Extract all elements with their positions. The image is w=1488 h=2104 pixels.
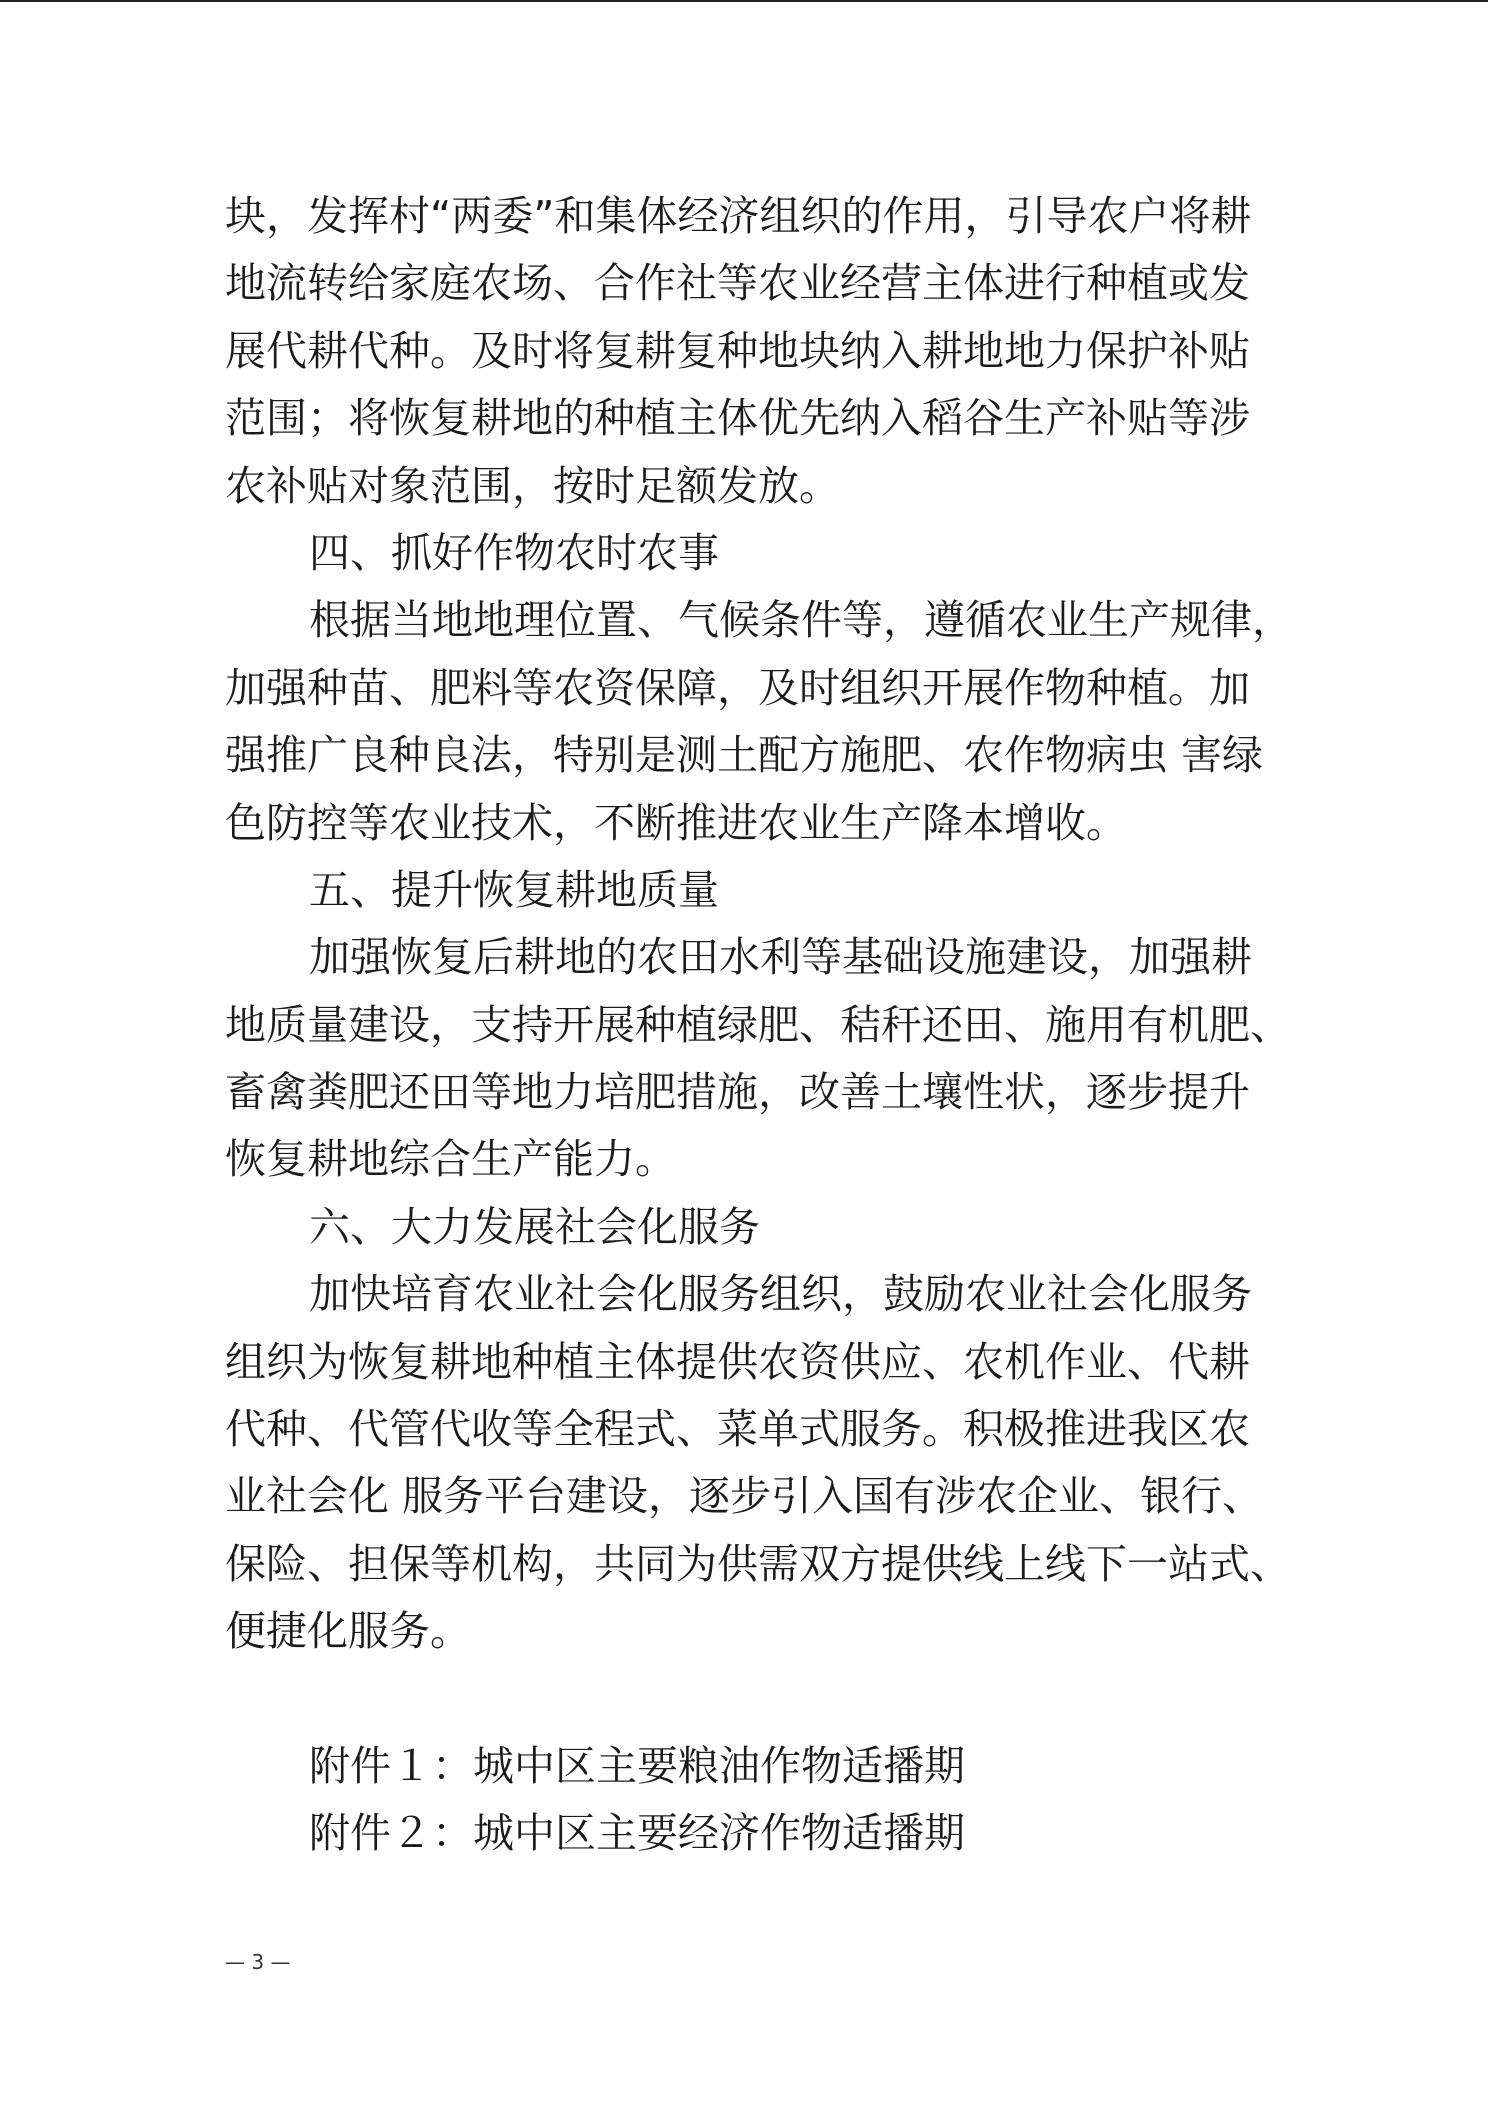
body-text-line: 畜禽粪肥还田等地力培肥措施，改善土壤性状，逐步提升 — [225, 1068, 1250, 1117]
attachment-item: 附件１：城中区主要粮油作物适播期 — [309, 1741, 965, 1790]
blank-line — [225, 1666, 1445, 1733]
body-text-line: 强推广良种良法，特别是测土配方施肥、农作物病虫 害绿 — [225, 731, 1264, 780]
body-text-line: 加快培育农业社会化服务组织，鼓励农业社会化服务 — [309, 1270, 1252, 1319]
body-text-line: 展代耕代种。及时将复耕复种地块纳入耕地地力保护补贴 — [225, 326, 1250, 375]
body-text-line: 保险、担保等机构，共同为供需双方提供线上线下一站式、 — [225, 1539, 1291, 1588]
body-text-line: 加强种苗、肥料等农资保障，及时组织开展作物种植。加 — [225, 663, 1250, 712]
section-heading: 六、大力发展社会化服务 — [309, 1202, 760, 1251]
section-heading: 四、抓好作物农时农事 — [309, 528, 719, 577]
body-text-line: 范围；将恢复耕地的种植主体优先纳入稻谷生产补贴等涉 — [225, 394, 1250, 443]
page-top-border — [0, 0, 1488, 2]
body-text-line: 加强恢复后耕地的农田水利等基础设施建设，加强耕 — [309, 933, 1252, 982]
body-text-line: 地质量建设，支持开展种植绿肥、秸秆还田、施用有机肥、 — [225, 1000, 1291, 1049]
body-text-line: 组织为恢复耕地种植主体提供农资供应、农机作业、代耕 — [225, 1337, 1250, 1386]
body-text-line: 块，发挥村“两委”和集体经济组织的作用，引导农户将耕 — [225, 192, 1252, 240]
body-text-line: 恢复耕地综合生产能力。 — [225, 1135, 676, 1184]
body-text-line: 农补贴对象范围，按时足额发放。 — [225, 461, 840, 510]
body-text-line: 地流转给家庭农场、合作社等农业经营主体进行种植或发 — [225, 259, 1250, 308]
body-text-line: 色防控等农业技术，不断推进农业生产降本增收。 — [225, 798, 1127, 847]
document-body — [225, 183, 1445, 1868]
body-text-line: 代种、代管代收等全程式、菜单式服务。积极推进我区农 — [225, 1405, 1250, 1454]
attachment-item: 附件２：城中区主要经济作物适播期 — [309, 1809, 965, 1858]
body-text-line: 根据当地地理位置、气候条件等，遵循农业生产规律， — [309, 596, 1293, 645]
body-text-line: 业社会化 服务平台建设，逐步引入国有涉农企业、银行、 — [225, 1472, 1264, 1521]
section-heading: 五、提升恢复耕地质量 — [309, 865, 719, 914]
body-text-line: 便捷化服务。 — [225, 1607, 471, 1656]
page-number: — 3 — — [225, 1950, 291, 1974]
